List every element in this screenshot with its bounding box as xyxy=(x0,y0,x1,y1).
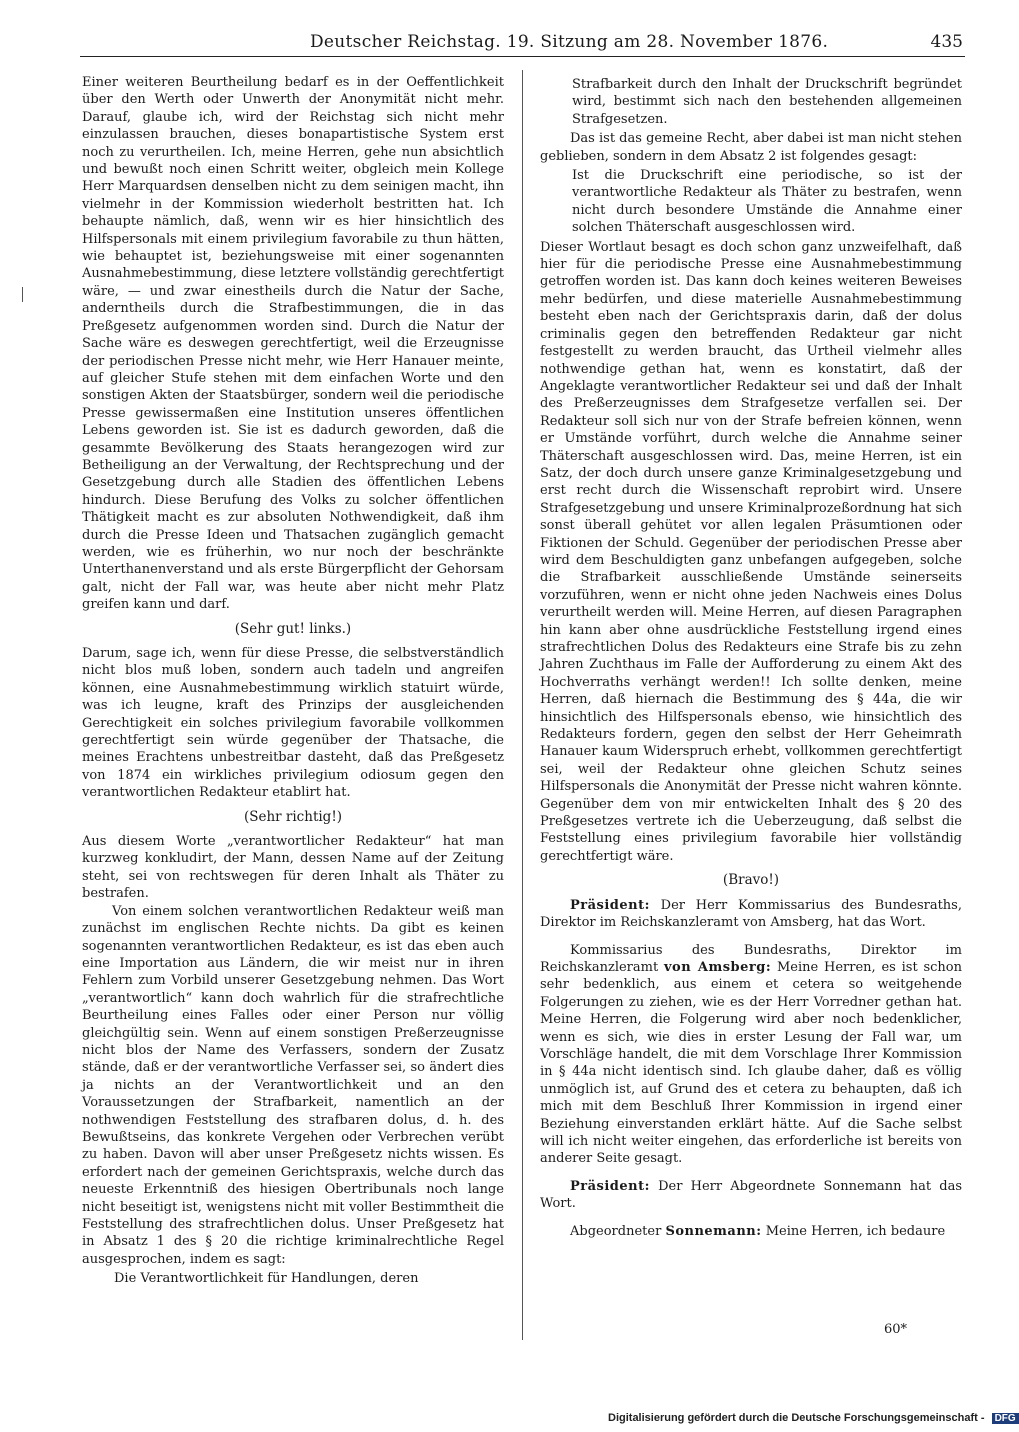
interjection: (Bravo!) xyxy=(722,872,780,889)
dfg-logo: DFG xyxy=(992,1413,1019,1424)
interjection: (Sehr gut! links.) xyxy=(234,620,352,637)
quoted-paragraph: Strafbarkeit durch den Inhalt der Druckschrift begründet wird, bestimmt sich nach den bestehenden allgemeinen Strafgesetzen. xyxy=(572,77,962,127)
quoted-paragraph: Ist die Druckschrift eine periodische, so ist der verantwortliche Redakteur als Thäter zu bestrafen, wenn nicht durch besondere Umstände die Annahme einer solchen Thäterschaft ausgeschlossen wird. xyxy=(572,168,962,236)
left-column xyxy=(82,74,504,1290)
paragraph: Darum, sage ich, wenn für diese Presse, die selbstverständlich nicht blos muß loben, sondern auch tadeln und angreifen können, eine Ausnahmebestimmung wirklich statuirt würde, was ich leugne, kraft des Prinzips der ausgleichenden Gerechtigkeit ein solches privilegium favorabile vollkommen gerechtfertigt sein würde gegenüber der Thatsache, die meines Erachtens unbestreitbar dasteht, daß das Preßgesetz von 1874 ein wirkliches privilegium odiosum gegen den verantwortlichen Redakteur etablirt hat. xyxy=(82,646,504,801)
speech-paragraph xyxy=(540,942,962,1168)
speech-paragraph xyxy=(540,1223,962,1240)
paragraph: Einer weiteren Beurtheilung bedarf es in der Oeffentlichkeit über den Werth oder Unwerth der Anonymität nicht mehr. Darauf, glaube ich, wird der Reichstag sich nicht mehr einzulassen brauchen, dieses bonapartistische System erst noch zu verurtheilen. Ich, meine Herren, gehe nun absichtlich und bewußt noch einen Schritt weiter, obgleich mein Kollege Herr Marquardsen denselben nicht zu dem seinigen macht, ihn vielmehr in der Kommission wiederholt bestritten hat. Ich behaupte nämlich, daß, wenn wir es hier hinsichtlich des Hilfspersonals mit einem privilegium favorabile zu thun hätten, wie behauptet ist, beziehungsweise mit einer sogenannten Ausnahmebestimmung, diese letztere vollständig gerechtfertigt wäre, — und zwar einestheils durch die Natur der Sache, anderntheils durch die Strafbestimmungen, die in das Preßgesetz aufgenommen worden sind. Durch die Natur der Sache wäre es deswegen gerechtfertigt, weil die Erzeugnisse der periodischen Presse nicht mehr, wie Herr Hanauer meinte, auf gleicher Stufe stehen mit dem einfachen Worte und den sonstigen Akten der Staatsbürger, sondern weil die periodische Presse gewissermaßen eine Institution unseres öffentlichen Lebens geworden ist. Sie ist es dadurch geworden, daß die gesammte Bevölkerung des Staats herangezogen wird zur Betheiligung an der Verwaltung, der Rechtsprechung und der Gesetzgebung durch alle Stadien des öffentlichen Lebens hindurch. Diese Berufung des Volks zu solcher öffentlichen Thätigkeit macht es zur absoluten Nothwendigkeit, daß ihm durch die Presse Ideen und Thatsachen zugänglich gemacht werden, wie es früherhin, wo nur noch der beschränkte Unterthanenverstand und als erste Bürgerpflicht der Gehorsam galt, nicht der Fall war, was heute aber nicht mehr Platz greifen kann und darf. xyxy=(82,75,504,613)
speaker-name: Sonnemann: xyxy=(665,1223,762,1239)
footer xyxy=(608,1412,1019,1424)
speech-text: Meine Herren, es ist schon sehr bedenklich, aus einem et cetera so weitgehende Folgerungen zu ziehen, wie es der Herr Vorredner gethan hat. Meine Herren, die Folgerung wird aber noch bedenklicher, wenn es sich, wie dies in erster Lesung der Fall war, um Vorschläge handelt, die mit dem Vorschlage Ihrer Kommission in § 44a nicht identisch sind. Ich glaube daher, daß es völlig unmöglich ist, auf Grund des et cetera zu behaupten, daß ich mich mit dem Beschluß Ihrer Kommission in irgend einer Beziehung einverstanden erklärt hätte. Auf die Sache selbst will ich nicht weiter eingehen, das erforderliche ist bereits von anderer Seite gesagt. xyxy=(540,959,962,1167)
header-title: Deutscher Reichstag. 19. Sitzung am 28. November 1876. xyxy=(310,32,829,52)
paragraph: Dieser Wortlaut besagt es doch schon ganz unzweifelhaft, daß hier für die periodische Presse eine Ausnahmebestimmung getroffen worden ist. Das kann doch keines weiteren Beweises mehr bedürfen, und diese materielle Ausnahmebestimmung besteht eben nach der Gerichtspraxis darin, daß der dolus criminalis gegen den betreffenden Redakteur gar nicht festgestellt zu werden braucht, das Urtheil vielmehr alles nothwendige gethan hat, wenn es konstatirt, daß der Angeklagte verantwortlicher Redakteur sei und daß der Inhalt des Preßerzeugnisses dem Strafgesetze verfallen sei. Der Redakteur soll sich nur von der Strafe befreien können, wenn er Umstände vorführt, durch welche die Annahme seiner Thäterschaft ausgeschlossen wird. Das, meine Herren, ist ein Satz, der doch durch unsere ganze Kriminalgesetzgebung und erst recht durch die Wissenschaft reprobirt wird. Unsere Strafgesetzgebung und unsere Kriminalprozeßordnung hat sich sonst überall gehütet vor allen legalen Präsumtionen oder Fiktionen der Schuld. Gegenüber der periodischen Presse aber wird dem Beschuldigten ganz unbefangen aufgegeben, solche die Strafbarkeit ausschließende Umstände seinerseits vorzuführen, wenn er nicht ohne jeden Nachweis eines Dolus verurtheilt werden will. Meine Herren, auf diesen Paragraphen hin kann aber ohne ausdrückliche Feststellung irgend eines strafrechtlichen Dolus des Redakteurs eine Strafe bis zu zehn Jahren Zuchthaus im Falle der Aufforderung zu einem Akt des Hochverraths verhängt werden!! Ich sollte denken, meine Herren, daß hiernach die Bestimmung des § 44a, die wir hinsichtlich des Hilfspersonals ebenso, wie hinsichtlich des Redakteurs fordern, gegen den selbst der Herr Geheimrath Hanauer kaum Widerspruch erhebt, vollkommen gerechtfertigt sei, weil der Redakteur ohne gleichen Schutz seines Hilfspersonals die Anonymität der Presse nicht wahren könnte. Gegenüber dem von mir entwickelten Inhalt des § 20 des Preßgesetzes vertrete ich die Ueberzeugung, daß selbst die Feststellung eines privilegium favorabile hier vollständig gerechtfertigt wäre. xyxy=(540,239,962,864)
right-column xyxy=(540,74,962,1240)
speech-paragraph xyxy=(540,897,962,932)
paragraph: Das ist das gemeine Recht, aber dabei ist man nicht stehen geblieben, sondern in dem Absatz 2 ist folgendes gesagt: xyxy=(540,131,962,164)
speaker-name: Präsident: xyxy=(570,1178,650,1194)
footer-text: Digitalisierung gefördert durch die Deutsche Forschungsgemeinschaft - xyxy=(608,1412,985,1424)
paragraph: Aus diesem Worte „verantwortlicher Redakteur“ hat man kurzweg konkludirt, der Mann, dessen Name auf der Zeitung steht, sei von rechtswegen für deren Inhalt als Thäter zu bestrafen. xyxy=(82,834,504,902)
speaker-intro: Abgeordneter xyxy=(570,1223,662,1239)
page-header xyxy=(80,26,965,57)
speech-text: Der Herr Abgeordnete Sonnemann hat das Wort. xyxy=(540,1178,962,1212)
quoted-paragraph: Die Verantwortlichkeit für Handlungen, deren xyxy=(114,1271,419,1287)
margin-mark xyxy=(22,287,23,302)
speech-paragraph xyxy=(540,1178,962,1213)
speaker-intro: Kommissarius des Bundesraths, Direktor im Reichskanzleramt xyxy=(540,942,962,975)
column-divider xyxy=(522,70,523,1340)
speech-text: Meine Herren, ich bedaure xyxy=(765,1223,946,1239)
speech-text: Der Herr Kommissarius des Bundesraths, Direktor im Reichskanzleramt von Amsberg, hat das Wort. xyxy=(540,897,962,931)
interjection: (Sehr richtig!) xyxy=(243,808,343,825)
paragraph: Von einem solchen verantwortlichen Redakteur weiß man zunächst im englischen Rechte nichts. Da gibt es keinen sogenannten verantwortlichen Redakteur, es ist das eben auch eine Importation aus Ländern, die wir meist nur in ihren Fehlern zum Vorbild unserer Gesetzgebung nehmen. Das Wort „verantwortlich“ kann doch wahrlich für die strafrechtliche Beurtheilung eines Falles oder einer Person nur völlig gleichgültig sein. Wenn auf einem sonstigen Preßerzeugnisse nicht blos der Name des Verfassers, sondern der Zusatz stände, daß er der verantwortliche Verfasser sei, so ändert dies ja nichts an der Verantwortlichkeit und an den Voraussetzungen der Strafbarkeit, namentlich an der nothwendigen Feststellung des strafbaren dolus, d. h. des Bewußtseins, das konkrete Vergehen oder Verbrechen verübt zu haben. Davon will aber unser Preßgesetz nichts wissen. Es erfordert nach der gemeinen Gerichtspraxis, welche durch das neueste Erkenntniß des hiesigen Obertribunals noch lange nicht beseitigt ist, wenigstens nicht mit voller Bestimmtheit die Feststellung des strafrechtlichen dolus. Unser Preßgesetz hat in Absatz 1 des § 20 die richtige kriminalrechtliche Regel ausgesprochen, indem es sagt: xyxy=(82,903,504,1267)
page-number: 435 xyxy=(930,32,963,52)
sheet-signature: 60* xyxy=(884,1322,908,1337)
speaker-name: von Amsberg: xyxy=(664,959,772,975)
speaker-name: Präsident: xyxy=(570,897,650,913)
